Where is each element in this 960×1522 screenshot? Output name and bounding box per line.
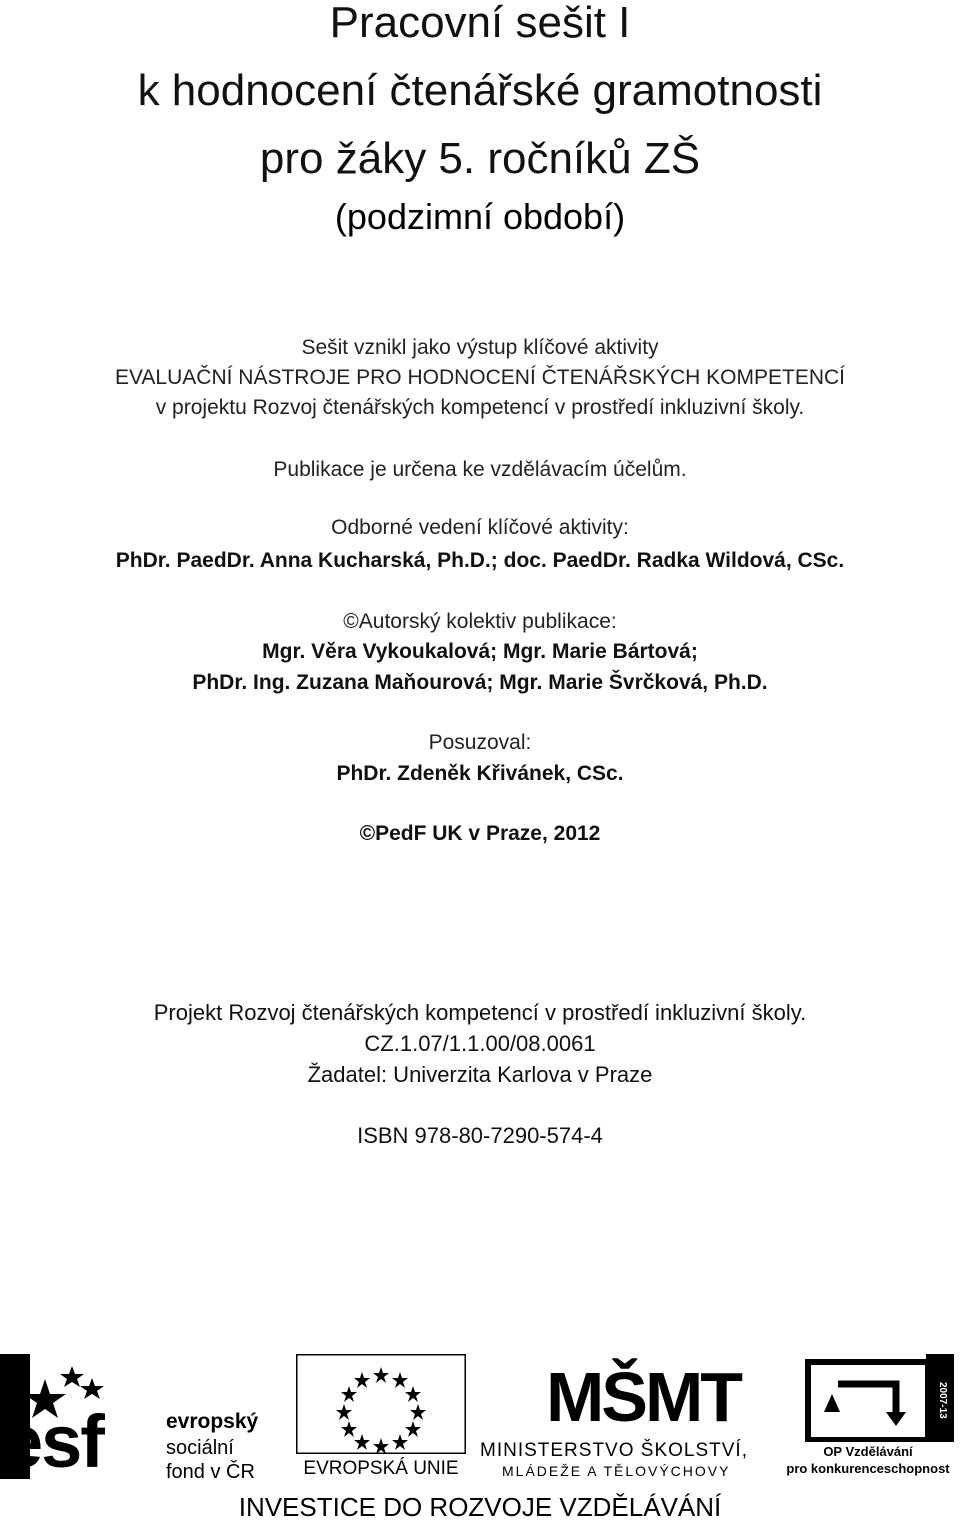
eu-flag-icon xyxy=(296,1354,466,1454)
op-line-1: OP Vzdělávání xyxy=(823,1444,913,1459)
review-name: PhDr. Zdeněk Křivánek, CSc. xyxy=(336,762,624,785)
subtitle: (podzimní období) xyxy=(334,196,626,237)
isbn-line: ISBN 978-80-7290-574-4 xyxy=(357,1123,603,1148)
supervision-label: Odborné vedení klíčové aktivity: xyxy=(331,516,629,539)
intro-line-1: Sešit vznikl jako výstup klíčové aktivity xyxy=(301,336,659,359)
applicant-line: Žadatel: Univerzita Karlova v Praze xyxy=(307,1062,653,1087)
title-line-2: k hodnocení čtenářské gramotnosti xyxy=(137,66,823,115)
logo-strip xyxy=(0,1350,960,1522)
review-label: Posuzoval: xyxy=(428,731,532,754)
supervision-names: PhDr. PaedDr. Anna Kucharská, Ph.D.; doc. PaedDr. Radka Wildová, CSc. xyxy=(115,549,845,572)
title-line-3: pro žáky 5. ročníků ZŠ xyxy=(259,134,701,183)
msmt-logo xyxy=(476,1354,766,1482)
op-badge: 2007-13 xyxy=(937,1381,948,1419)
slogan-text: INVESTICE DO ROZVOJE VZDĚLÁVÁNÍ xyxy=(238,1492,722,1522)
esf-line-2: sociální xyxy=(166,1437,234,1459)
op-logo xyxy=(776,1354,960,1482)
esf-line-3: fond v ČR xyxy=(166,1461,255,1483)
authors-label: ©Autorský kolektiv publikace: xyxy=(343,610,617,633)
intro-line-3: v projektu Rozvoj čtenářských kompetencí v prostředí inkluzivní školy. xyxy=(155,396,805,419)
project-line-1: Projekt Rozvoj čtenářských kompetencí v prostředí inkluzivní školy. xyxy=(153,1000,807,1025)
msmt-line-2: MLÁDEŽE A TĚLOVÝCHOVY xyxy=(502,1463,731,1479)
eu-logo xyxy=(296,1354,466,1482)
authors-line-2: PhDr. Ing. Zuzana Maňourová; Mgr. Marie Švrčková, Ph.D. xyxy=(192,671,768,694)
title-line-1: Pracovní sešit I xyxy=(329,0,631,47)
op-line-2: pro konkurenceschopnost xyxy=(786,1461,950,1476)
project-number: CZ.1.07/1.1.00/08.0061 xyxy=(364,1031,596,1056)
esf-mark-text: esf xyxy=(2,1400,103,1483)
eu-label: EVROPSKÁ UNIE xyxy=(303,1458,459,1479)
authors-line-1: Mgr. Věra Vykoukalová; Mgr. Marie Bártová; xyxy=(262,640,698,663)
purpose-text: Publikace je určena ke vzdělávacím účelům. xyxy=(273,458,687,481)
esf-line-1: evropský xyxy=(166,1410,259,1433)
copyright-line: ©PedF UK v Praze, 2012 xyxy=(359,822,601,845)
msmt-line-1: MINISTERSTVO ŠKOLSTVÍ, xyxy=(480,1440,748,1461)
msmt-mark: MŠMT xyxy=(546,1358,741,1436)
esf-logo xyxy=(0,1354,290,1483)
intro-line-2: EVALUAČNÍ NÁSTROJE PRO HODNOCENÍ ČTENÁŘSKÝCH KOMPETENCÍ xyxy=(114,366,846,389)
